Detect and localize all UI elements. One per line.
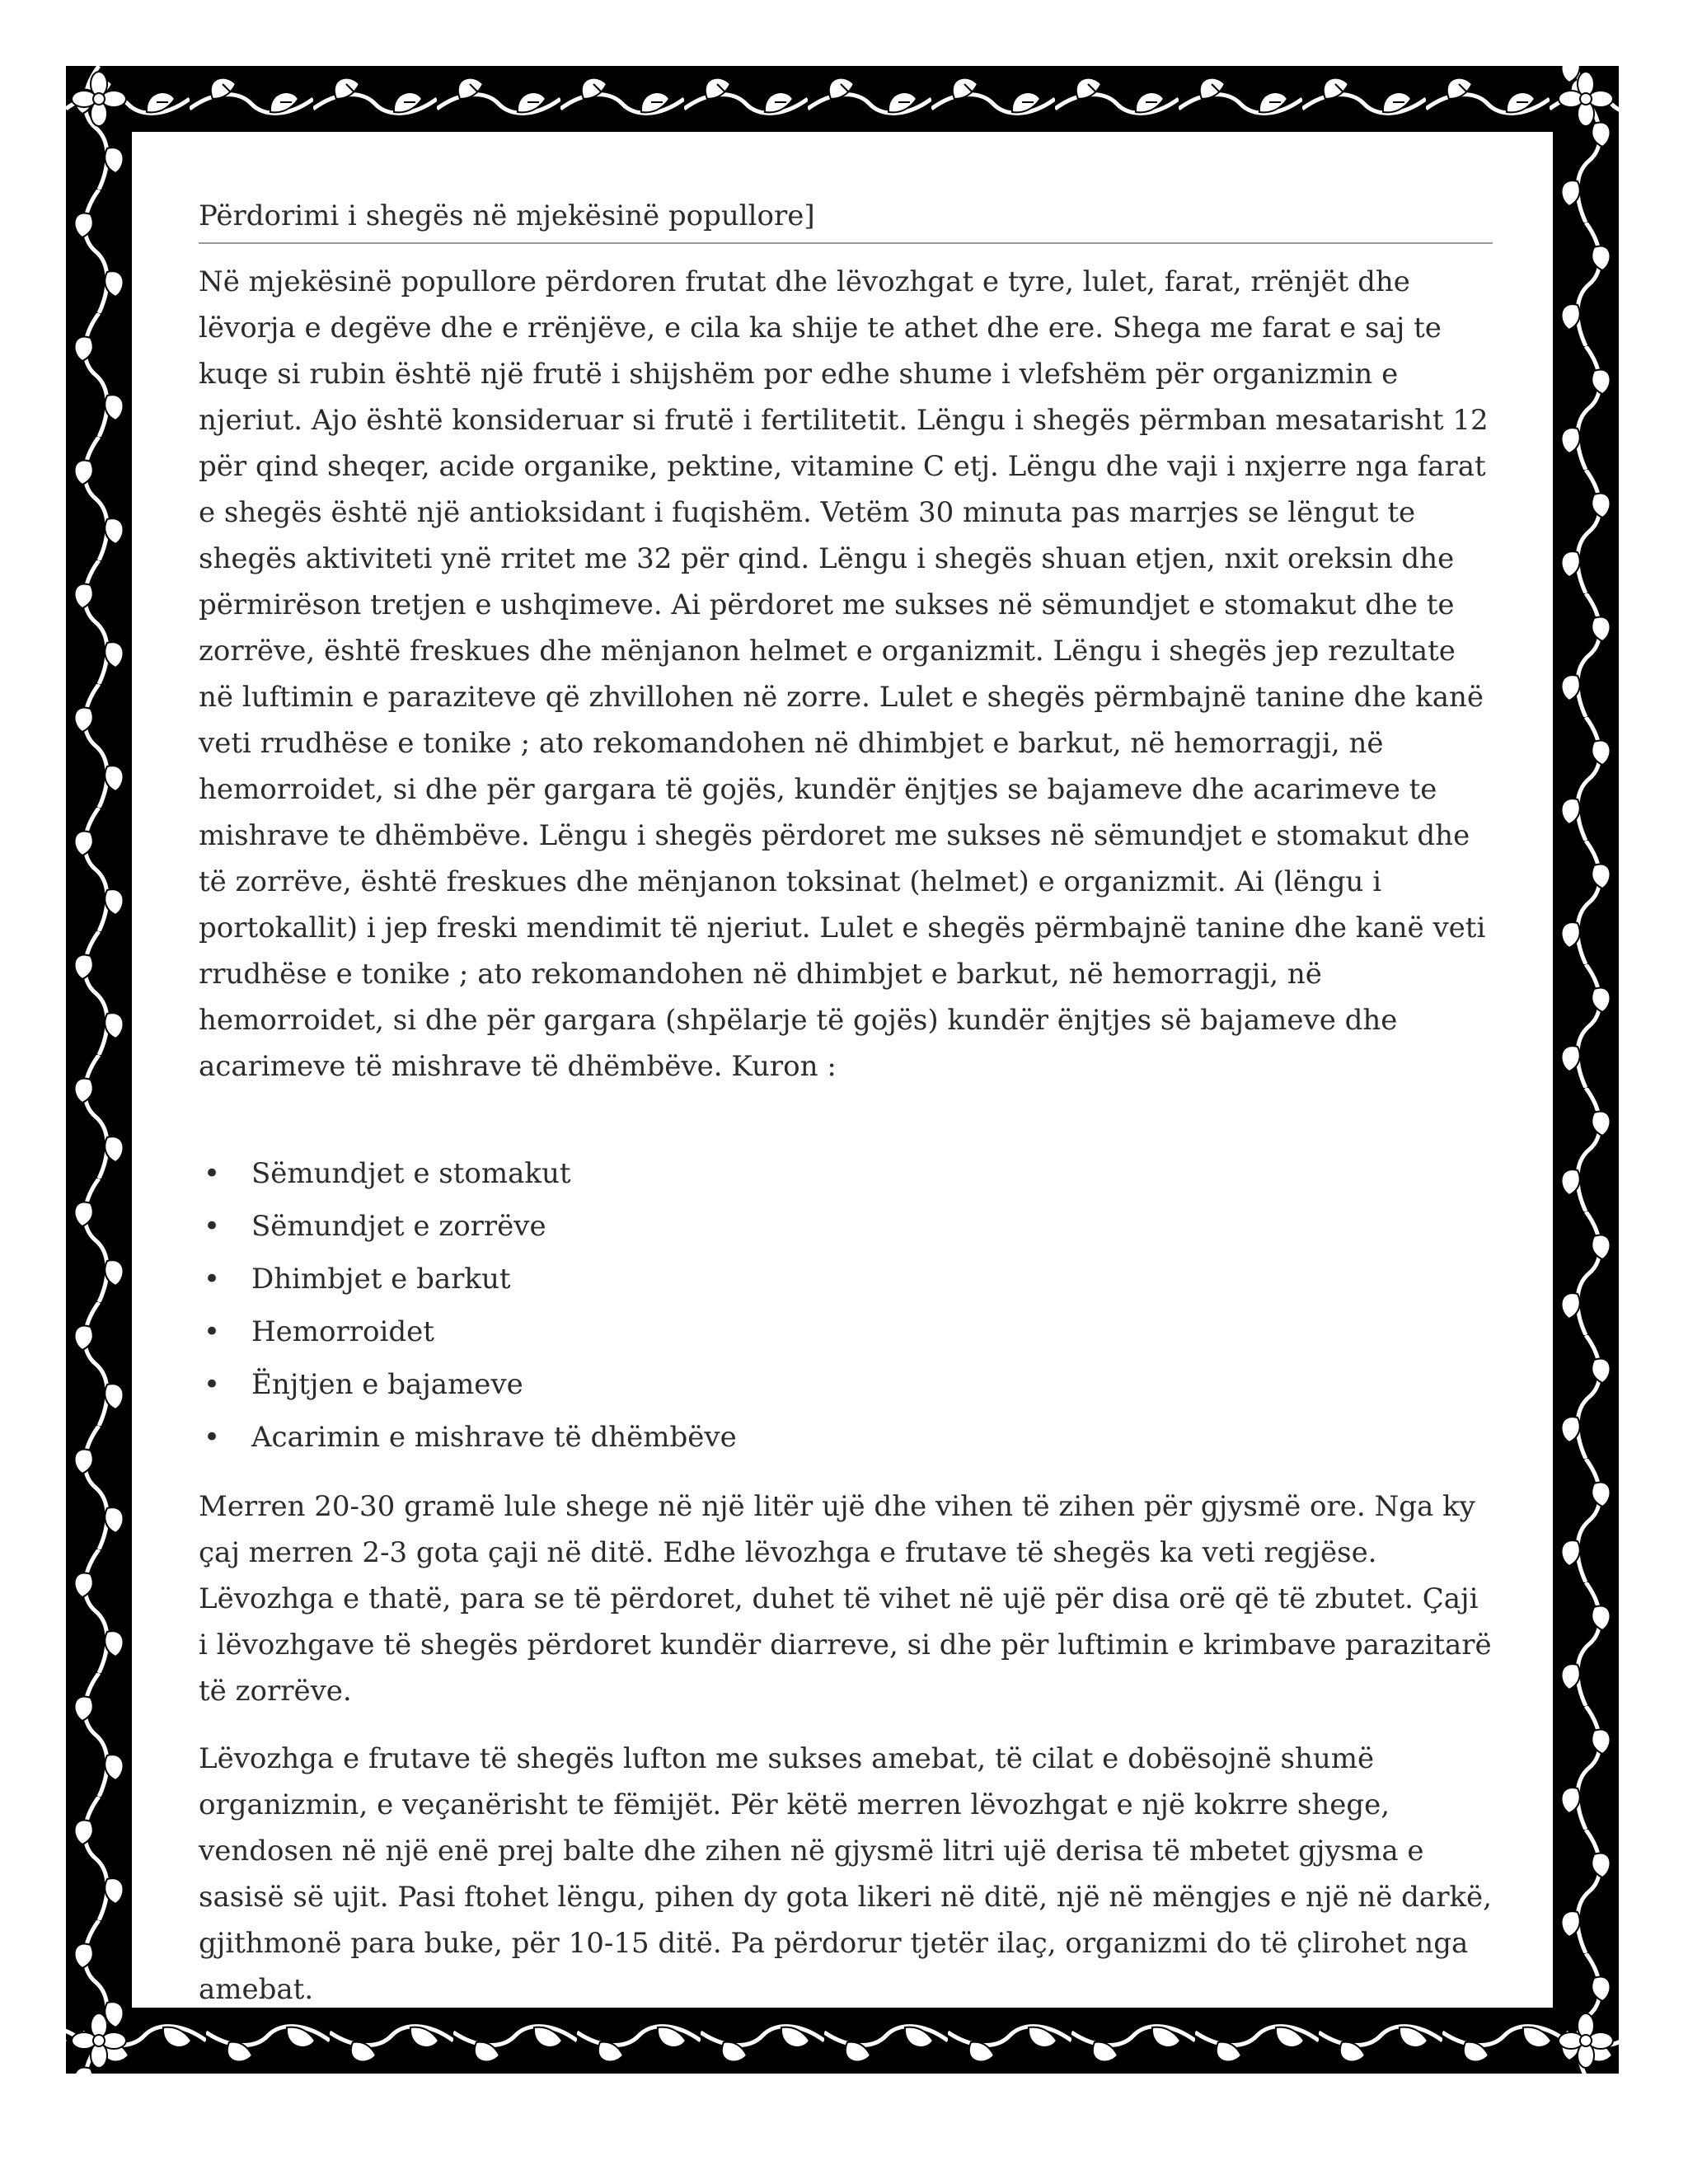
document-body [199, 194, 1493, 2034]
list-item-text: Sëmundjet e stomakut [251, 1157, 571, 1190]
bullet-icon: • [204, 1368, 221, 1401]
paragraph-intro: Në mjekësinë popullore përdoren frutat dhe lëvozhgat e tyre, lulet, farat, rrënjët dhe lëvorja e degëve dhe e rrënjëve, e cila ka shije te athet dhe ere. Shega me farat e saj te kuqe si rubin është një frutë i shijshëm por edhe shume i vlefshëm për organizmin e njeriut. Ajo është konsideruar si frutë i fertilitetit. Lëngu i shegës përmban mesatarisht 12 për qind sheqer, acide organike, pektine, vitamine C etj. Lëngu dhe vaji i nxjerre nga farat e shegës është një antioksidant i fuqishëm. Vetëm 30 minuta pas marrjes se lëngut te shegës aktiviteti ynë rritet me 32 për qind. Lëngu i shegës shuan etjen, nxit oreksin dhe përmirëson tretjen e ushqimeve. Ai përdoret me sukses në sëmundjet e stomakut dhe te zorrëve, është freskues dhe mënjanon helmet e organizmit. Lëngu i shegës jep rezultate në luftimin e paraziteve që zhvillohen në zorre. Lulet e shegës përmbajnë tanine dhe kanë veti rrudhëse e tonike ; ato rekomandohen në dhimbjet e barkut, në hemorragji, në hemorroidet, si dhe për gargara të gojës, kundër ënjtjes se bajameve dhe acarimeve te mishrave te dhëmbëve. Lëngu i shegës përdoret me sukses në sëmundjet e stomakut dhe të zorrëve, është freskues dhe mënjanon toksinat (helmet) e organizmit. Ai (lëngu i portokallit) i jep freski mendimit të njeriut. Lulet e shegës përmbajnë tanine dhe kanë veti rrudhëse e tonike ; ato rekomandohen në dhimbjet e barkut, në hemorragji, në hemorroidet, si dhe për gargara (shpëlarje të gojës) kundër ënjtjes së bajameve dhe acarimeve të mishrave të dhëmbëve. Kuron : [199, 265, 1489, 1083]
list-item [199, 1147, 1493, 1200]
bullet-icon: • [204, 1421, 221, 1454]
bullet-icon: • [204, 1263, 221, 1296]
list-item-text: Ënjtjen e bajameve [251, 1368, 523, 1401]
vine-leaf-icon [1553, 66, 1619, 2074]
list-item [199, 1253, 1493, 1305]
flower-icon [1556, 69, 1615, 129]
list-item-text: Dhimbjet e barkut [251, 1263, 511, 1296]
vine-border-left [66, 66, 132, 2074]
flower-icon [1556, 2011, 1615, 2070]
list-item [199, 1200, 1493, 1253]
vine-border-top [66, 66, 1619, 132]
vine-leaf-icon [66, 66, 132, 2074]
list-item-text: Sëmundjet e zorrëve [251, 1210, 546, 1243]
list-item-text: Acarimin e mishrave të dhëmbëve [251, 1421, 737, 1454]
bullet-list [199, 1147, 1493, 1464]
bullet-icon: • [204, 1157, 221, 1190]
list-item [199, 1305, 1493, 1358]
vine-leaf-icon [66, 66, 1619, 132]
paragraph-preparation: Merren 20-30 gramë lule shege në një litër ujë dhe vihen të zihen për gjysmë ore. Nga ky çaj merren 2-3 gota çaji në ditë. Edhe lëvozhga e frutave të shegës ka veti regjëse. Lëvozhga e thatë, para se të përdoret, duhet të vihet në ujë për disa orë që të zbutet. Çaji i lëvozhgave të shegës përdoret kundër diarreve, si dhe për luftimin e krimbave parazitarë të zorrëve. [199, 1490, 1492, 1708]
flower-icon [69, 69, 129, 129]
list-item [199, 1411, 1493, 1464]
paragraph-amebas: Lëvozhga e frutave të shegës lufton me sukses amebat, të cilat e dobësojnë shumë organizmin, e veçanërisht te fëmijët. Për këtë merren lëvozhgat e një kokrre shege, vendosen në një enë prej balte dhe zihen në gjysmë litri ujë derisa të mbetet gjysma e sasisë së ujit. Pasi ftohet lëngu, pihen dy gota likeri në ditë, një në mëngjes e një në darkë, gjithmonë para buke, për 10-15 ditë. Pa përdorur tjetër ilaç, organizmi do të çlirohet nga amebat. [199, 1742, 1492, 2006]
list-item [199, 1358, 1493, 1411]
flower-icon [69, 2011, 129, 2070]
bullet-icon: • [204, 1210, 221, 1243]
bullet-icon: • [204, 1315, 221, 1348]
document-title: Përdorimi i shegës në mjekësinë popullore] [199, 194, 1493, 244]
list-item-text: Hemorroidet [251, 1315, 434, 1348]
vine-border-right [1553, 66, 1619, 2074]
